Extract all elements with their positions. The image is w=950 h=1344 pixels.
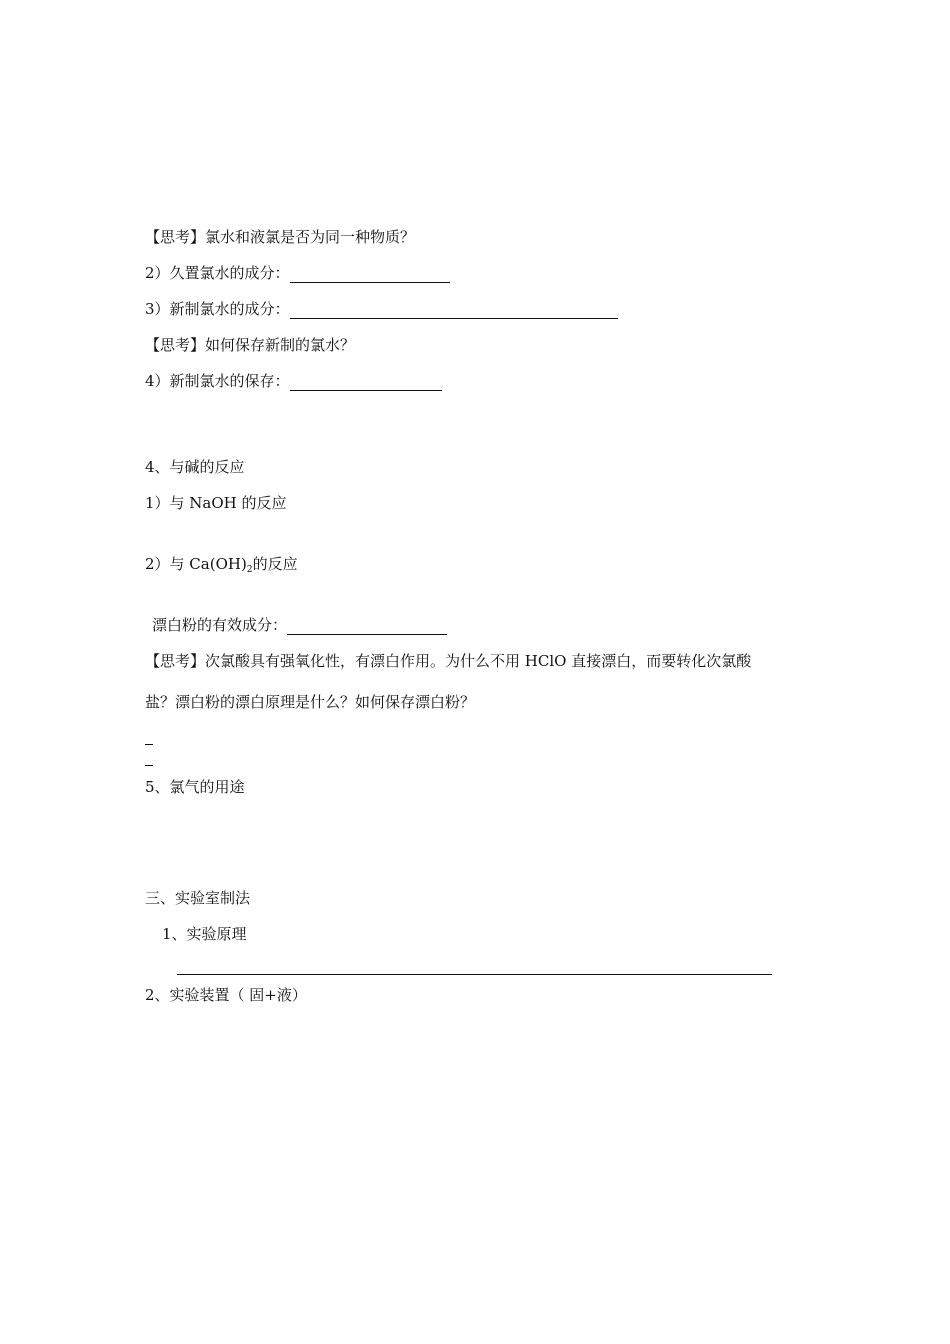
think-question-3-line-2: 盐？漂白粉的漂白原理是什么？如何保存漂白粉？	[145, 693, 476, 711]
section-4-item-1: 1）与 NaOH 的反应	[145, 494, 287, 512]
subscript: 2	[246, 565, 253, 575]
think-text: 氯水和液氯是否为同一种物质？	[205, 228, 416, 246]
item-prefix: 2）与 Ca(OH)	[145, 555, 247, 573]
think-question-3-line-1	[145, 651, 751, 671]
think-tag: 【思考】	[145, 652, 206, 670]
section-5-title: 5、氯气的用途	[145, 778, 245, 796]
item-suffix: 的反应	[252, 555, 298, 573]
item-fresh-chlorine-water	[145, 299, 618, 319]
think-text: 如何保存新制的氯水？	[205, 336, 356, 354]
dash-mark	[145, 744, 153, 745]
answer-blank[interactable]	[287, 618, 447, 635]
think-tag: 【思考】	[145, 336, 206, 354]
think-tag: 【思考】	[145, 228, 206, 246]
answer-blank[interactable]	[290, 374, 442, 391]
answer-blank[interactable]	[290, 266, 450, 283]
bleach-powder-item	[152, 615, 447, 635]
think-question-2	[145, 335, 355, 355]
think-question-1	[145, 227, 415, 247]
think-text: 次氯酸具有强氧化性，有漂白作用。为什么不用 HClO 直接漂白，而要转化次氯酸	[205, 652, 752, 670]
item-storage	[145, 371, 442, 391]
item-label: 2）久置氯水的成分：	[145, 264, 290, 282]
answer-blank[interactable]	[290, 302, 618, 319]
item-label: 4）新制氯水的保存：	[145, 372, 290, 390]
part-3-title: 三、实验室制法	[145, 889, 251, 907]
section-4-item-2	[145, 554, 298, 574]
section-4-title: 4、与碱的反应	[145, 458, 245, 476]
part-3-item-1: 1、实验原理	[162, 925, 247, 943]
dash-mark	[145, 765, 153, 766]
item-label: 3）新制氯水的成分：	[145, 300, 290, 318]
answer-line[interactable]	[177, 974, 772, 975]
part-3-item-2: 2、实验装置（ 固+液）	[145, 986, 307, 1004]
item-aged-chlorine-water	[145, 263, 450, 283]
item-label: 漂白粉的有效成分：	[152, 616, 288, 634]
